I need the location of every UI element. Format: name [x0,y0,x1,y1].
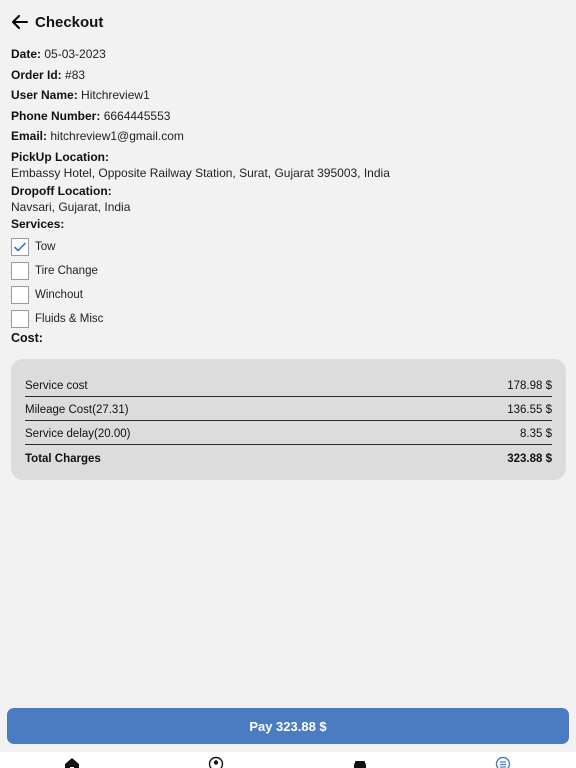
checkbox-tire-change[interactable] [11,262,29,280]
cost-value: 8.35 $ [520,428,552,440]
user-name-row [11,87,150,103]
total-name: Total Charges [25,453,101,465]
cost-value: 178.98 $ [507,380,552,392]
dropoff-row [11,183,130,215]
services-label: Services: [11,217,65,231]
email-row [11,128,184,144]
user-name-value: Hitchreview1 [81,88,150,102]
back-button[interactable] [10,12,30,32]
service-label: Winchout [35,289,83,301]
order-id-label: Order Id: [11,68,62,82]
service-label: Tire Change [35,265,98,277]
cost-name: Mileage Cost(27.31) [25,404,129,416]
service-label: Tow [35,241,56,253]
cost-row-mileage [25,399,552,421]
cost-name: Service delay(20.00) [25,428,131,440]
home-icon[interactable] [64,756,80,768]
checkbox-fluids-misc[interactable] [11,310,29,328]
email-value: hitchreview1@gmail.com [50,129,184,143]
service-label: Fluids & Misc [35,313,104,325]
cost-row-delay [25,423,552,445]
cost-row-total [25,447,552,469]
cost-name: Service cost [25,380,88,392]
cost-value: 136.55 $ [507,404,552,416]
checkbox-tow[interactable] [11,238,29,256]
dropoff-value: Navsari, Gujarat, India [11,200,131,214]
phone-row [11,108,170,124]
date-row [11,46,106,62]
phone-label: Phone Number: [11,109,101,123]
list-icon[interactable] [495,756,511,768]
service-option-tire-change[interactable] [11,259,103,283]
pickup-value: Embassy Hotel, Opposite Railway Station, Surat, Gujarat 395003, India [11,166,390,180]
header-bar [0,0,576,44]
phone-value: 6664445553 [103,109,171,123]
order-id-value: #83 [65,68,86,82]
cost-heading: Cost: [11,331,43,345]
checkbox-winchout[interactable] [11,286,29,304]
car-icon[interactable] [352,756,368,768]
pickup-label: PickUp Location: [11,150,110,164]
service-option-fluids-misc[interactable] [11,307,103,331]
date-value: 05-03-2023 [44,47,106,61]
bottom-nav [0,752,576,768]
order-id-row [11,67,85,83]
pickup-row [11,149,390,181]
services-list [11,235,103,331]
service-option-winchout[interactable] [11,283,103,307]
cost-summary-card [11,359,566,480]
total-value: 323.88 $ [507,453,552,465]
dropoff-label: Dropoff Location: [11,184,112,198]
page-title: Checkout [35,13,104,31]
pay-button[interactable]: Pay 323.88 $ [7,708,569,744]
cost-row-service [25,375,552,397]
checkmark-icon [14,242,26,252]
arrow-left-icon [12,15,28,29]
email-label: Email: [11,129,48,143]
profile-icon[interactable] [208,756,224,768]
services-heading [11,216,64,232]
service-option-tow[interactable] [11,235,103,259]
user-name-label: User Name: [11,88,78,102]
date-label: Date: [11,47,42,61]
